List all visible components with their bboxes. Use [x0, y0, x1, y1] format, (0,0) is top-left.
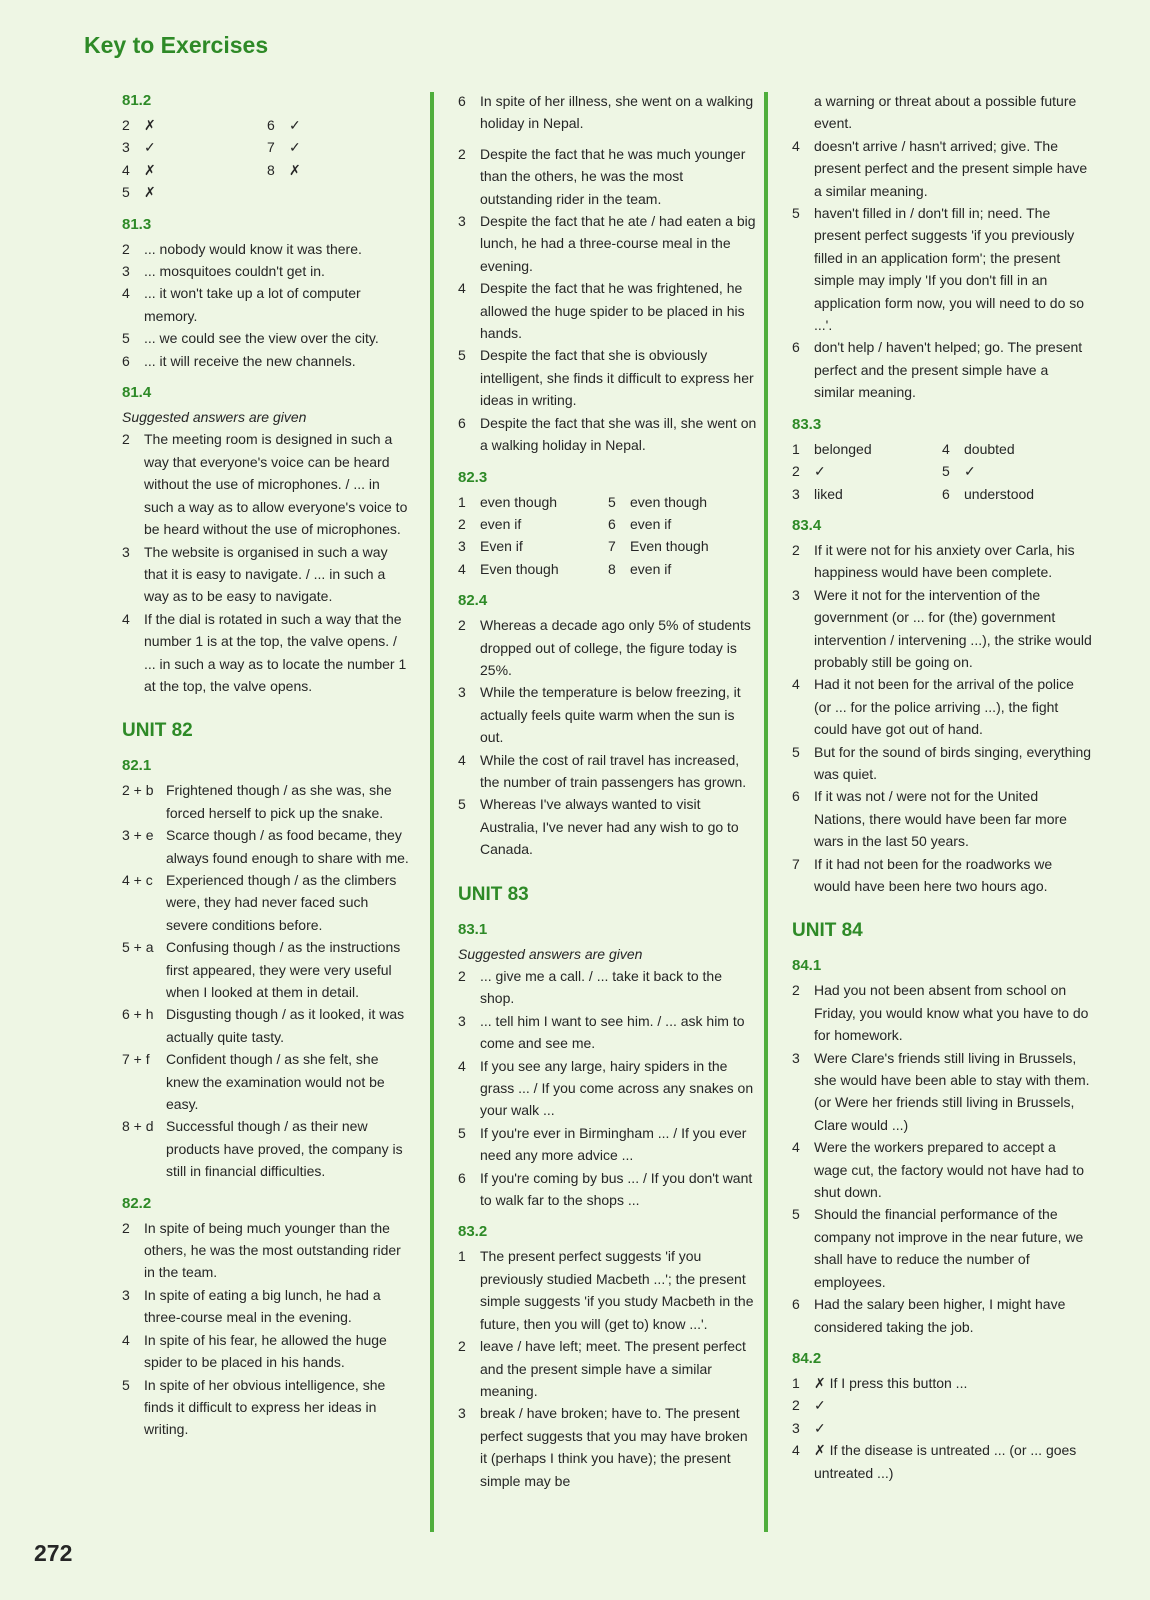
- answer-item: [792, 135, 1092, 202]
- answer-text: ✓: [814, 1419, 826, 1436]
- answer-number: 2 + b: [122, 782, 154, 799]
- answer-number: 6: [608, 515, 616, 532]
- answer-item: [458, 1402, 758, 1492]
- exercise-note: Suggested answers are given: [122, 409, 307, 426]
- answer-text: break / have broken; have to. The present perfect suggests that you may have broken it (perhaps I think you have); the present simple may be: [480, 1405, 748, 1489]
- answer-number: 6: [458, 1169, 466, 1186]
- answer-number: 3: [792, 1419, 800, 1436]
- answer-item: [458, 793, 758, 860]
- answer-item: [792, 90, 1092, 135]
- unit-heading: UNIT 84: [792, 920, 863, 942]
- answer-text: Whereas I've always wanted to visit Australia, I've never had any wish to go to Canada.: [480, 796, 739, 858]
- answer-text: Had you not been absent from school on Friday, you would know what you have to do for homework.: [814, 982, 1089, 1044]
- answer-item: [608, 513, 758, 535]
- answer-text: Confusing though / as the instructions first appeared, they were very useful when I looked at them in detail.: [166, 939, 401, 1000]
- answer-item: [458, 681, 758, 748]
- answer-text: Frightened though / as she was, she forced herself to pick up the snake.: [166, 782, 392, 821]
- page-number: 272: [34, 1540, 73, 1566]
- answer-text: even if: [630, 515, 672, 532]
- answer-number: 2: [122, 1219, 130, 1236]
- answer-text: Were the workers prepared to accept a wage cut, the factory would not have had to shut down.: [814, 1139, 1085, 1201]
- answer-list: [792, 979, 1092, 1338]
- answer-text: ... it will receive the new channels.: [144, 352, 356, 369]
- answer-text: While the temperature is below freezing, it actually feels quite warm when the sun is out.: [480, 684, 741, 746]
- answer-text: Were it not for the intervention of the government (or ... for (the) government intervention / intervening ...), the strike would probably still be going on.: [814, 586, 1092, 670]
- answer-number: 5 + a: [122, 939, 154, 956]
- answer-number: 2: [792, 463, 800, 480]
- answer-item: [458, 1010, 758, 1055]
- answer-item: [792, 539, 1092, 584]
- answer-number: 5: [458, 347, 466, 364]
- answer-text: liked: [814, 485, 843, 502]
- column-divider: [430, 92, 434, 1532]
- answer-text: don't help / haven't helped; go. The present perfect and the present simple have a similar meaning.: [814, 339, 1083, 401]
- answer-item: [122, 1329, 412, 1374]
- answer-number: 5: [458, 796, 466, 813]
- answer-item: [458, 90, 758, 135]
- answer-item: [458, 558, 608, 580]
- answer-number: 3: [122, 543, 130, 560]
- answer-number: 2: [792, 982, 800, 999]
- exercise-section: [122, 1193, 412, 1441]
- answer-text: even though: [630, 493, 708, 510]
- answer-text: Despite the fact that he ate / had eaten a big lunch, he had a three-course meal in the evening.: [480, 213, 756, 274]
- answer-number: 2: [792, 541, 800, 558]
- answer-number: 2: [458, 617, 466, 634]
- answer-text: Had it not been for the arrival of the police (or ... for the police arriving ...), the fight could have got out of hand.: [814, 676, 1074, 738]
- answer-item: [122, 936, 412, 1003]
- answer-number: 5: [942, 463, 950, 480]
- answer-item: [792, 584, 1092, 674]
- answer-number: 5: [792, 743, 800, 760]
- answer-text: Despite the fact that she is obviously intelligent, she finds it difficult to express her ideas in writing.: [480, 347, 754, 409]
- answer-number: 5: [792, 1206, 800, 1223]
- exercise-heading: 83.4: [792, 516, 822, 534]
- answer-item: [608, 491, 758, 513]
- answer-text: haven't filled in / don't fill in; need. The present perfect suggests 'if you previously filled in an application form'; the present simple may imply 'If you don't fill in an application form now, you will need to do so ...'.: [814, 205, 1085, 334]
- answer-item: [122, 779, 412, 824]
- answer-item: [792, 1136, 1092, 1203]
- exercise-heading: 82.1: [122, 757, 152, 775]
- answer-item: [792, 483, 942, 505]
- exercise-section: [458, 1221, 758, 1491]
- answer-text: If you're coming by bus ... / If you don't want to walk far to the shops ...: [480, 1169, 753, 1209]
- exercise-heading: 83.2: [458, 1223, 488, 1241]
- answer-text: ✗ If the disease is untreated ... (or ... goes untreated ...): [814, 1442, 1077, 1481]
- answer-item: [792, 1203, 1092, 1293]
- answer-number: 4: [942, 440, 950, 457]
- answer-text: The website is organised in such a way that it is easy to navigate. / ... in such a way as to be easy to navigate.: [144, 543, 388, 605]
- exercise-section: [792, 90, 1092, 404]
- answer-number: 3: [122, 1286, 130, 1303]
- page-title: Key to Exercises: [84, 32, 269, 58]
- answer-list: [122, 238, 412, 372]
- answer-number: 3: [792, 1049, 800, 1066]
- answer-item: [792, 1417, 1092, 1439]
- answer-item: [792, 336, 1092, 403]
- exercise-heading: 82.3: [458, 468, 488, 486]
- answer-number: 2: [122, 240, 130, 257]
- answer-text: Even though: [630, 538, 709, 555]
- exercise-section: [792, 955, 1092, 1338]
- answer-item: [458, 1167, 758, 1212]
- answer-number: 6 + h: [122, 1006, 154, 1023]
- answer-number: 8: [267, 161, 275, 178]
- answer-number: 7: [608, 538, 616, 555]
- answer-text: ... give me a call. / ... take it back to the shop.: [480, 968, 722, 1007]
- answer-item: [792, 853, 1092, 898]
- answer-number: 5: [122, 184, 130, 201]
- exercise-heading: 83.1: [458, 920, 488, 938]
- answer-text: even if: [480, 515, 522, 532]
- answer-item: [458, 491, 608, 513]
- answer-text: ... it won't take up a lot of computer memory.: [144, 285, 361, 324]
- answer-number: 6: [267, 117, 275, 133]
- answer-number: 3: [458, 213, 466, 230]
- answer-text: While the cost of rail travel has increased, the number of train passengers has grown.: [480, 751, 747, 790]
- answer-text: even if: [630, 560, 672, 577]
- answer-item: [458, 210, 758, 277]
- answer-item: [458, 513, 608, 535]
- answer-text: ✗: [144, 184, 156, 201]
- answer-item: [608, 558, 758, 580]
- column-divider: [764, 92, 768, 1532]
- answer-item: [792, 1372, 1092, 1394]
- answer-number: 4: [458, 1057, 466, 1074]
- answer-text: If you're ever in Birmingham ... / If you ever need any more advice ...: [480, 1124, 747, 1164]
- answer-number: 8: [608, 560, 616, 577]
- answer-item: [792, 1394, 1092, 1416]
- answer-item: [792, 741, 1092, 786]
- answer-item: [942, 460, 1092, 482]
- answer-number: 5: [122, 1376, 130, 1393]
- answer-item: [458, 965, 758, 1010]
- exercise-note: Suggested answers are given: [458, 945, 643, 962]
- answer-number: 2: [458, 515, 466, 532]
- answer-text: Confident though / as she felt, she knew the examination would not be easy.: [166, 1051, 385, 1113]
- answer-number: 4: [792, 1139, 800, 1156]
- answer-number: 5: [458, 1124, 466, 1141]
- exercise-heading: 81.3: [122, 215, 152, 233]
- answer-list: [122, 1217, 412, 1441]
- answer-item: [122, 1374, 412, 1441]
- answer-item: [122, 136, 267, 158]
- answer-item: [458, 535, 608, 557]
- answer-text: ✓: [814, 1397, 826, 1414]
- answer-list: [458, 614, 758, 860]
- answer-item: [122, 114, 267, 136]
- answer-item: [122, 428, 412, 540]
- answer-text: doesn't arrive / hasn't arrived; give. The present perfect and the present simple have a similar meaning.: [814, 137, 1088, 199]
- answer-text: Successful though / as their new products have proved, the company is still in financial difficulties.: [166, 1118, 403, 1180]
- answer-item: [792, 1047, 1092, 1137]
- answer-number: 2: [458, 145, 466, 162]
- answer-number: 7: [267, 139, 275, 156]
- answer-number: 2: [458, 1338, 466, 1355]
- answer-text: ✗: [144, 161, 156, 178]
- answer-item: [122, 541, 412, 608]
- answer-text: But for the sound of birds singing, everything was quiet.: [814, 743, 1092, 782]
- answer-item: [122, 159, 267, 181]
- answer-number: 2: [458, 968, 466, 984]
- answer-text: ... mosquitoes couldn't get in.: [144, 263, 325, 280]
- answer-text: even though: [480, 493, 558, 510]
- answer-number: 2: [792, 1397, 800, 1414]
- exercise-heading: 82.4: [458, 592, 488, 610]
- exercise-heading: 83.3: [792, 415, 822, 433]
- answer-text: In spite of eating a big lunch, he had a three-course meal in the evening.: [144, 1286, 381, 1326]
- answer-item: [122, 869, 412, 936]
- answer-item: [458, 143, 758, 210]
- unit-heading: UNIT 83: [458, 883, 529, 905]
- answer-list: [122, 779, 412, 1182]
- answer-text: Even though: [480, 560, 559, 577]
- answer-number: 1: [458, 493, 466, 510]
- answer-number: 4: [122, 161, 130, 178]
- answer-number: 3: [458, 538, 466, 555]
- answer-number: 8 + d: [122, 1118, 154, 1135]
- answer-item: [942, 438, 1092, 460]
- answer-text: In spite of her obvious intelligence, she finds it difficult to express her ideas in writing.: [144, 1376, 386, 1438]
- answer-item: [792, 460, 942, 482]
- answer-text: ✓: [964, 463, 976, 480]
- exercise-heading: 84.1: [792, 957, 822, 975]
- answer-text: If the dial is rotated in such a way that the number 1 is at the top, the valve opens. / ... in such a way as to locate the number 1 at the top, the valve opens.: [144, 610, 407, 694]
- exercise-section: [122, 382, 412, 697]
- exercise-heading: 81.4: [122, 384, 152, 402]
- answer-item: [267, 114, 412, 136]
- exercise-section: [458, 467, 758, 581]
- exercise-section: [458, 90, 758, 135]
- exercise-heading: 82.2: [122, 1194, 152, 1212]
- answer-number: 6: [458, 93, 466, 109]
- answer-item: [792, 202, 1092, 336]
- answer-text: Were Clare's friends still living in Brussels, she would have been able to stay with them. (or Were her friends still living in Brussels, Clare would ...): [814, 1049, 1090, 1133]
- exercise-section: [792, 1348, 1092, 1484]
- answer-item: [792, 785, 1092, 852]
- answer-text: Should the financial performance of the company not improve in the near future, we shall have to reduce the number of employees.: [814, 1206, 1084, 1290]
- answer-text: In spite of her illness, she went on a walking holiday in Nepal.: [480, 93, 754, 132]
- answer-item: [122, 238, 412, 260]
- answer-item: [458, 1055, 758, 1122]
- answer-item: [122, 824, 412, 869]
- answer-text: ✓: [289, 117, 301, 133]
- answer-number: 4: [792, 1442, 800, 1459]
- exercise-section: [458, 590, 758, 860]
- answer-text: If it was not / were not for the United Nations, there would have been far more wars in the last 50 years.: [814, 788, 1067, 850]
- answer-text: Scarce though / as food became, they always found enough to share with me.: [166, 827, 409, 866]
- answer-number: 2: [122, 431, 130, 448]
- answer-text: Experienced though / as the climbers were, they had never faced such severe conditions before.: [166, 871, 397, 933]
- answer-item: [458, 1122, 758, 1167]
- answer-text: doubted: [964, 440, 1015, 457]
- answer-list: [122, 428, 412, 697]
- answer-item: [458, 749, 758, 794]
- answer-number: 3: [458, 684, 466, 701]
- answer-text: a warning or threat about a possible future event.: [814, 93, 1077, 132]
- answer-text: If you see any large, hairy spiders in the grass ... / If you come across any snakes on your walk ...: [480, 1057, 754, 1119]
- answer-number: 1: [458, 1248, 466, 1265]
- answer-text: Even if: [480, 538, 523, 555]
- answer-text: Whereas a decade ago only 5% of students dropped out of college, the figure today is 25%.: [480, 617, 751, 678]
- answer-item: [458, 277, 758, 344]
- answer-list: [792, 539, 1092, 898]
- exercise-section: [458, 919, 758, 1212]
- answer-number: 3 + e: [122, 827, 154, 844]
- answer-item: [122, 282, 412, 327]
- column-3: [792, 90, 1092, 1484]
- answer-number: 4: [792, 676, 800, 693]
- answer-text: ... nobody would know it was there.: [144, 240, 362, 257]
- answer-item: [792, 1293, 1092, 1338]
- answer-item: [792, 438, 942, 460]
- answer-number: 6: [942, 485, 950, 502]
- answer-text: In spite of his fear, he allowed the huge spider to be placed in his hands.: [144, 1331, 387, 1371]
- answer-text: ✗: [289, 161, 301, 178]
- answer-number: 5: [608, 493, 616, 510]
- answer-number: 4: [122, 1331, 130, 1348]
- answer-item: [942, 483, 1092, 505]
- answer-number: 4: [122, 610, 130, 627]
- answer-text: ✓: [289, 139, 301, 156]
- answer-number: 3: [458, 1405, 466, 1422]
- answer-item: [122, 1284, 412, 1329]
- answer-item: [122, 608, 412, 698]
- answer-number: 6: [792, 339, 800, 356]
- answer-item: [458, 412, 758, 457]
- answer-text: ✗ If I press this button ...: [814, 1374, 968, 1391]
- answer-item: [267, 136, 412, 158]
- answer-number: 4: [122, 285, 130, 302]
- exercise-section: [792, 414, 1092, 505]
- answer-number: 6: [122, 352, 130, 369]
- answer-number: 6: [792, 788, 800, 805]
- answer-list: [458, 965, 758, 1211]
- answer-number: 5: [122, 330, 130, 347]
- answer-list: [122, 114, 412, 204]
- answer-number: 3: [122, 139, 130, 156]
- answer-list: [458, 1245, 758, 1491]
- answer-text: If it were not for his anxiety over Carla, his happiness would have been complete.: [814, 541, 1075, 581]
- exercise-section: [122, 90, 412, 204]
- answer-number: 1: [792, 440, 800, 457]
- answer-text: ... we could see the view over the city.: [144, 330, 379, 347]
- answer-item: [122, 1048, 412, 1115]
- answer-item: [267, 159, 412, 181]
- answer-text: Disgusting though / as it looked, it was actually quite tasty.: [166, 1006, 405, 1045]
- answer-item: [792, 673, 1092, 740]
- answer-number: 7: [792, 855, 800, 872]
- answer-text: belonged: [814, 440, 872, 457]
- answer-item: [122, 1115, 412, 1182]
- exercise-heading: 84.2: [792, 1349, 822, 1367]
- answer-item: [792, 1439, 1092, 1484]
- exercise-section: [122, 214, 412, 372]
- answer-list: [458, 90, 758, 135]
- answer-text: ... tell him I want to see him. / ... ask him to come and see me.: [480, 1012, 745, 1052]
- answer-number: 7 + f: [122, 1051, 150, 1068]
- answer-text: understood: [964, 485, 1035, 502]
- answer-text: Despite the fact that he was frightened, he allowed the huge spider to be placed in his hands.: [480, 280, 745, 342]
- answer-text: ✓: [144, 139, 156, 156]
- answer-number: 2: [122, 117, 130, 133]
- answer-number: 4: [458, 280, 466, 297]
- answer-item: [122, 350, 412, 372]
- answer-number: 6: [458, 414, 466, 431]
- answer-number: 4: [792, 137, 800, 154]
- unit-heading: UNIT 82: [122, 720, 193, 742]
- answer-item: [122, 1217, 412, 1284]
- exercise-heading: 81.2: [122, 92, 152, 109]
- answer-number: 4: [458, 560, 466, 577]
- answer-list: [792, 1372, 1092, 1484]
- answer-number: 6: [792, 1296, 800, 1313]
- answer-number: 5: [792, 205, 800, 222]
- answer-text: In spite of being much younger than the others, he was the most outstanding rider in the team.: [144, 1219, 401, 1281]
- answer-item: [122, 1003, 412, 1048]
- answer-text: The present perfect suggests 'if you previously studied Macbeth ...'; the present simple suggests 'if you study Macbeth in the future, then you will (get to) know ...'.: [480, 1248, 754, 1332]
- answer-list: [458, 491, 758, 581]
- answer-text: Despite the fact that she was ill, she went on a walking holiday in Nepal.: [480, 414, 757, 454]
- answer-text: ✗: [144, 117, 156, 133]
- answer-item: [458, 1335, 758, 1402]
- answer-number: 3: [458, 1012, 466, 1029]
- answer-list: [792, 438, 1092, 505]
- answer-item: [122, 327, 412, 349]
- answer-text: leave / have left; meet. The present perfect and the present simple have a similar meaning.: [480, 1338, 746, 1399]
- answer-number: 4 + c: [122, 871, 153, 888]
- column-2: [458, 90, 758, 1492]
- answer-list: [792, 90, 1092, 404]
- answer-number: 4: [458, 751, 466, 768]
- answer-text: If it had not been for the roadworks we would have been here two hours ago.: [814, 855, 1053, 894]
- answer-number: 3: [792, 485, 800, 502]
- answer-text: Had the salary been higher, I might have considered taking the job.: [814, 1296, 1066, 1335]
- answer-list: [458, 143, 758, 457]
- answer-text: Despite the fact that he was much younger than the others, he was the most outstanding rider in the team.: [480, 145, 746, 207]
- answer-number: [792, 90, 814, 135]
- exercise-section: [122, 755, 412, 1182]
- answer-text: ✓: [814, 463, 826, 480]
- answer-item: [458, 614, 758, 681]
- answer-item: [458, 1245, 758, 1335]
- answer-number: 3: [792, 586, 800, 603]
- exercise-section: [792, 515, 1092, 898]
- answer-item: [458, 344, 758, 411]
- column-1: [122, 90, 412, 1441]
- answer-item: [122, 260, 412, 282]
- answer-item: [122, 181, 267, 203]
- exercise-section: [458, 143, 758, 457]
- answer-item: [792, 979, 1092, 1046]
- answer-text: The meeting room is designed in such a way that everyone's voice can be heard without the use of microphones. / ... in such a way as to allow everyone's voice to be heard without the use of microphones.: [144, 431, 408, 538]
- answer-item: [608, 535, 758, 557]
- answer-number: 1: [792, 1374, 800, 1391]
- answer-number: 3: [122, 263, 130, 280]
